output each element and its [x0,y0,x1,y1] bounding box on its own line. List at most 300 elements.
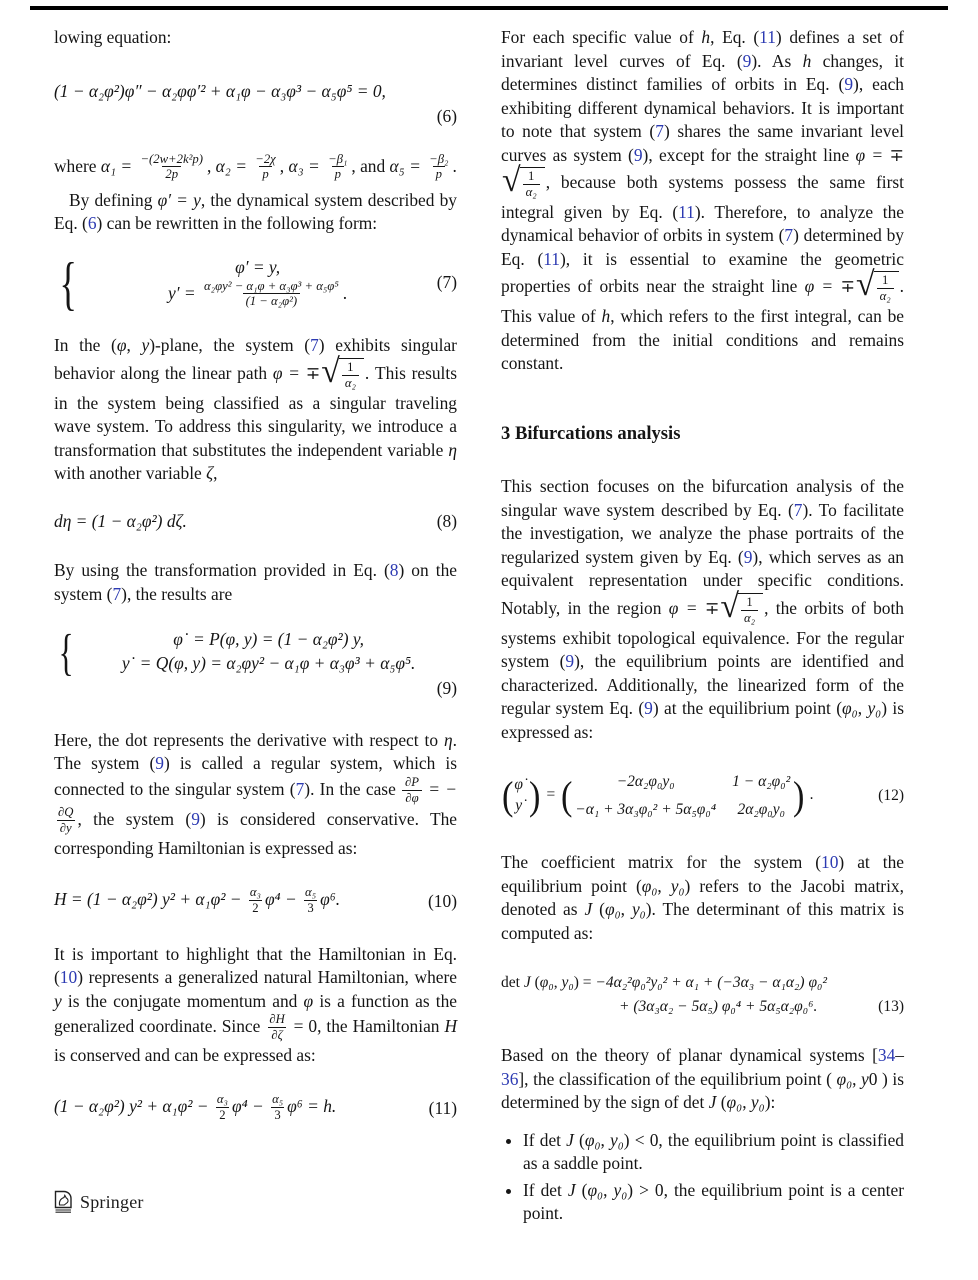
equation [54,510,457,534]
text-run: y [54,990,62,1011]
text-run: ) refers to the Jacobi matrix, denoted as [501,875,904,920]
text-run: , [213,463,218,484]
text-run: 2p [165,167,179,182]
fraction [252,152,279,182]
text-run: p [435,167,442,182]
numerator [302,885,319,900]
text-run: ∂P [405,774,420,789]
radical [502,162,545,201]
text-run: (1 − α₂φ²) y² + α₁φ² − [54,1096,213,1117]
ref-link[interactable]: 10 [821,852,839,873]
text-run: 1 − α₂φ₀² [732,773,791,791]
text-run: , [620,899,632,920]
equation-body [84,256,430,310]
text-run: ) = [573,974,596,992]
paragraph [54,559,457,606]
text-run: If det [523,1179,568,1200]
fraction [402,775,422,805]
text-run: J [708,1092,717,1113]
text-run: φ⁴ − [231,1096,269,1117]
text-run: ) is considered conservative. The corresponding Hamiltonian is expressed as: [54,809,457,858]
numerator [55,805,76,820]
text-run: ) at the equilibrium point ( [501,852,904,896]
fraction [266,1012,287,1042]
text-run: , and [351,155,390,176]
fraction [137,152,206,182]
text-run: ) determined by Eq. ( [501,225,904,269]
ref-link[interactable]: 7 [295,779,305,800]
paragraph [54,189,457,236]
denominator [249,900,261,916]
ref-link[interactable]: 9 [155,753,164,774]
text-run: α₂ [743,610,756,625]
fraction [877,273,894,303]
text-run: α₁ = [100,155,137,176]
text-run: φ₀ [584,1129,601,1150]
text-run: H = (1 − α₂φ²) y² + α₁φ² − [54,889,246,910]
denominator [523,184,540,200]
delimiter: ) [793,772,805,818]
ref-link[interactable]: 9 [743,546,753,567]
text-run: ), the results are [121,583,233,604]
ref-link[interactable]: 9 [644,698,653,719]
text-run: In the ( [54,335,117,356]
text-run: φ⁴ − [264,889,302,910]
text-run: 2α₂φ₀y₀ [737,800,785,818]
equation-line [501,770,872,821]
ref-link[interactable]: 36 [501,1068,519,1089]
text-run: 1 [347,359,354,374]
text-run: y˙ [515,796,528,814]
text-run: ), each exhibiting different dynamical behaviors. It is important to note that system ( [501,74,904,141]
system-brace: { [58,623,74,680]
delimiter: ) [529,772,541,818]
equation-line [54,510,431,534]
text-run: −β₁ [328,151,348,166]
text-run: ), it is essential to examine the geometric properties of orbits near the straight line [501,248,904,297]
text-run: = [541,786,560,804]
equation [54,1093,457,1123]
radical-icon: √ [855,266,875,304]
ref-link[interactable]: 9 [191,809,200,830]
equation-body [54,1093,423,1123]
text-run: α₃ = [288,155,325,176]
equation-row [501,971,904,1018]
text-run: This section focuses on the bifurcation analysis of the singular wave system described by Eq. ( [501,476,904,520]
text-run: ∂H [269,1012,285,1027]
text-run: ). As [751,50,803,71]
paragraph [501,475,904,744]
equation-number: (8) [436,510,457,531]
text-run: η [448,439,457,460]
text-run: ), the equilibrium points are identified and characterized. Additionally, the linearized form of the regular system Eq. ( [501,651,904,719]
text-run: . This results in the system being classified as a singular traveling wave system. To address this singularity, we introduce a transformation that substitutes the independent variable [54,362,457,460]
equation-body [54,80,457,104]
equation [54,80,457,129]
text-run: (1 − α₂φ²)φ″ − α₂φφ′² + α₁φ − α₃φ³ − α₅φ⁵ = 0, [54,80,386,101]
equation-line [80,628,457,652]
fraction [55,805,76,835]
text-run: . [805,786,814,804]
text-run: dη = (1 − α₂φ²) dζ. [54,510,187,531]
numerator [402,775,422,790]
denominator [332,166,344,182]
text-run: = 0, the Hamiltonian [288,1016,445,1037]
paragraph [501,851,904,945]
text-run: α₂ = [215,155,252,176]
denominator [402,790,421,806]
text-run: ) is called a regular system, which is connected to the singular system ( [54,753,457,800]
radicand [520,167,545,200]
equation-number: (12) [878,787,904,805]
paragraph [54,26,457,50]
text-run: ). To facilitate the investigation, we analyze the phase portraits of the regularized system given by Eq. ( [501,499,904,567]
text-run: φ⁶. [320,889,341,910]
text-run: ): [764,1092,776,1113]
text-run: ) > 0, the equilibrium point is a center point. [523,1179,905,1224]
ref-link[interactable]: 9 [633,144,643,165]
matrix-cell [732,798,790,822]
text-run: ( [575,1179,588,1200]
text-run: φ′ = y [157,189,201,210]
text-run: 3 [307,901,314,915]
text-run: φ₀ [842,698,858,719]
publisher-name: Springer [80,1191,144,1212]
matrix-cell [575,798,716,822]
fraction [214,1092,231,1122]
text-run: 3 [274,1107,281,1122]
text-run: φ₀ [726,1092,743,1113]
equation-line [54,1093,423,1123]
ref-link[interactable]: 11 [678,201,695,222]
text-run: By using the transformation provided in Eq. ( [54,560,390,581]
radical [321,352,364,392]
publisher-footer [52,1190,144,1214]
ref-link[interactable]: 11 [759,27,776,47]
text-run: ). In the case [304,779,402,800]
text-run: y₀ [613,1179,628,1200]
text-run: −2α₂φ₀y₀ [616,773,675,791]
fraction [741,595,758,625]
text-run: . [452,155,457,176]
text-run: φ˙ = P(φ, y) = (1 − α₂φ²) y, [173,629,364,650]
equation-body [54,510,431,534]
text-run: y [861,1068,869,1089]
text-run: 3 Bifurcations analysis [501,422,681,444]
equation [54,886,457,916]
ref-link[interactable]: 7 [655,121,664,141]
denominator [342,375,359,391]
ref-link[interactable]: 9 [742,50,752,71]
text-run: ( [592,899,605,920]
equation [54,623,457,701]
numerator [137,152,206,167]
text-run: is a function as the generalized coordinate. Since [54,990,458,1037]
ref-link[interactable]: 9 [844,74,854,94]
text-run: It is important to highlight that the Hamiltonian in Eq. ( [54,943,457,988]
text-run: is the conjugate momentum and [61,990,304,1011]
text-run: , [742,1092,751,1113]
text-run: + (3α₃α₂ − 5α₅) φ₀⁴ + 5α₅α₂φ₀⁶. [619,997,818,1015]
equation-number: (9) [436,678,457,699]
text-run: h [701,27,711,47]
matrix-cell [575,770,716,794]
text-run: By defining [69,189,158,210]
paragraph [501,26,904,376]
denominator [271,1107,283,1123]
text-run: The coefficient matrix for the system ( [501,852,822,873]
numerator [325,152,350,167]
text-run: ∂Q [58,805,74,820]
text-run: ), except for the straight line [642,144,856,165]
fraction [426,152,451,182]
text-run: y′ = [168,282,200,303]
text-run: ) exhibits singular behavior along the linear path [54,335,457,383]
text-run: −β₂ [429,151,449,166]
paragraph [501,1044,904,1115]
text-run: For each specific value of [501,27,702,47]
text-run: φ = ∓ [668,597,720,618]
equation-number: (10) [428,890,457,911]
equation-line [80,652,457,676]
text-run: ∂ζ [271,1027,283,1042]
text-run: – [895,1045,904,1066]
text-run: ) is expressed as: [501,698,904,742]
text-run: , [857,698,868,719]
text-run: is conserved and can be expressed as: [54,1044,316,1065]
denominator [216,1107,228,1123]
denominator [162,166,181,182]
springer-logo-icon [52,1190,73,1214]
denominator [57,820,75,836]
ref-link[interactable]: 6 [87,213,97,234]
ref-link[interactable]: 7 [784,225,794,246]
text-run: φ₀ [539,974,554,992]
text-run: α₂ [879,289,891,304]
equation-row [501,770,904,821]
equation-body [501,971,872,1018]
text-run: p [334,167,341,182]
radicand [339,358,364,391]
text-run: 2 [219,1107,226,1122]
equation-row [54,886,457,916]
text-run: y₀ [670,875,685,896]
equation-line [84,280,430,310]
ref-link[interactable]: 8 [389,560,399,581]
text-run: J [584,899,593,920]
ref-link[interactable]: 7 [310,335,319,356]
numerator [201,279,342,294]
text-run: ( [573,1129,585,1150]
text-run: H [444,1016,457,1037]
fraction [325,152,350,182]
equation-number: (7) [436,272,457,293]
text-run: , [852,1068,862,1089]
text-run: , because both systems possess the same first integral given by Eq. ( [501,171,904,222]
text-run: α₅ [272,1092,284,1107]
equation-row [54,1093,457,1123]
equation-number: (13) [878,997,904,1015]
text-run: , Eq. ( [710,27,760,47]
numerator [247,885,264,900]
text-run: y₀ [610,1129,624,1150]
text-run: α₅ [305,885,317,900]
text-run: ∂φ [405,790,419,805]
text-run: (1 − α₂φ²) [245,294,298,309]
fraction [269,1092,286,1122]
text-run: y [141,335,150,356]
radical [855,266,899,305]
numerator [426,152,451,167]
text-run: ) represents a generalized natural Hamiltonian, where [77,967,457,988]
text-run: φ [303,990,314,1011]
equation-line [501,971,872,995]
numerator [344,360,356,375]
section-heading [501,422,904,446]
text-run: ). The determinant of this matrix is computed as: [501,899,905,943]
text-run: , [603,1179,614,1200]
bullet-item [523,1179,904,1226]
text-run: φ₀ [587,1179,604,1200]
text-run: φ′ = y, [235,257,281,278]
paragraph [54,729,457,860]
text-run: φ⁶ = h. [287,1096,337,1117]
stack [514,775,528,817]
paragraph [54,334,457,485]
text-run: ) defines a set of invariant level curves of Eq. ( [501,27,904,71]
text-run: φ = ∓ [855,144,904,165]
numerator [269,1092,286,1107]
text-run: J [566,1129,574,1150]
left-column [54,26,457,1229]
text-run: 0 ) is determined by the sign of det [501,1068,904,1113]
text-run: ) on the system ( [54,560,457,604]
text-run: . This value of [501,276,905,327]
equation-line [54,886,422,916]
text-run: ) shares the same invariant level curves as system ( [501,121,904,165]
ref-link[interactable]: 9 [565,651,575,672]
text-run: α₂φy² − α₁φ + α₃φ³ + α₅φ⁵ [204,278,339,293]
text-run: , which refers to the first integral, can be determined from the initial conditions and remains constant. [501,306,904,374]
ref-link[interactable]: 11 [543,248,560,269]
text-run: 1 [746,594,753,609]
text-run: ζ [206,463,214,484]
text-run: J [567,1179,576,1200]
ref-link[interactable]: 7 [793,499,803,520]
text-run: −(2w+2k²p) [140,151,203,166]
text-run: 2 [252,901,259,915]
numerator [214,1092,231,1107]
ref-link[interactable]: 7 [112,583,122,604]
equation-row [54,249,457,316]
top-rule [30,6,948,10]
stack-line [515,796,527,817]
text-run: Here, the dot represents the derivative with respect to [54,729,444,750]
text-run: φ₀ [604,899,621,920]
delimiter: ( [560,772,573,818]
text-run: ), which serves as an equivalent representation under specific conditions. Notably, in the region [501,546,904,618]
text-run: y₀ [631,899,646,920]
equation-line [501,995,872,1019]
bullet-list [501,1129,904,1226]
text-run: φ = ∓ [804,276,855,297]
denominator [877,288,894,304]
numerator [266,1012,287,1027]
text-run: ( [716,1092,727,1113]
text-run: α₂ [344,375,356,390]
matrix-cell [732,770,790,794]
radical-icon: √ [720,587,739,625]
denominator [268,1027,285,1043]
text-run: η [444,729,453,750]
radical [720,587,763,627]
fraction [302,885,319,915]
equation-line [84,256,430,280]
text-run: , [553,974,562,992]
equation-body [80,628,457,675]
text-run: , the orbits of both systems exhibit topological equivalence. For the regular system ( [501,597,904,672]
text-run: φ₀ [836,1068,853,1089]
text-run: . [342,282,348,303]
text-run: y₀ [867,698,882,719]
text-run: −4α₂²φ₀²y₀² + α₁ + (−3α₃ − α₁α₂) φ₀² [595,974,828,992]
text-run: α₂ [525,184,537,199]
ref-link[interactable]: 10 [59,967,78,988]
text-run: lowing equation: [54,27,172,47]
text-run: φ₀ [641,875,658,896]
equation-body [54,886,422,916]
text-run: changes, it determines distinct families of orbits in Eq. ( [501,50,904,94]
text-run: . The system ( [54,729,457,774]
equation [501,770,904,821]
text-run: with another variable [54,463,207,484]
text-run: 1 [881,273,889,288]
fraction [247,885,264,915]
text-run: ∂y [59,821,72,836]
text-run: −2χ [255,151,276,166]
text-run: y₀ [750,1092,765,1113]
text-run: , [126,335,142,356]
text-run: Based on the theory of planar dynamical systems [ [501,1045,878,1066]
text-run: ) < 0, the equilibrium point is classified as a saddle point. [523,1129,904,1174]
text-run: ). Therefore, to analyze the dynamical behavior of orbits in system ( [501,201,904,246]
equation-number: (11) [428,1097,457,1118]
equation-line [54,80,457,104]
text-run: p [262,167,269,182]
text-run: , [279,155,289,176]
text-run: where [54,155,101,176]
ref-link[interactable]: 34 [877,1045,896,1066]
text-run: , [657,875,671,896]
text-run: J [523,974,531,992]
radical-icon: √ [321,352,340,390]
text-run: , [206,155,216,176]
text-run: φ = ∓ [272,362,321,383]
equation-number-row [54,105,457,129]
text-run: φ˙ [514,775,529,793]
text-run: 1 [527,169,535,183]
fraction [523,169,540,199]
text-run: y˙ = Q(φ, y) = α₂φy² − α₁φ + α₃φ³ + α₅φ⁵. [121,652,416,673]
text-run: h [601,306,611,327]
text-run: ) can be rewritten in the following form: [96,213,378,234]
text-run: ) at the equilibrium point ( [652,698,843,719]
two-column-content [54,26,904,1229]
numerator [879,273,891,288]
system-brace: { [59,249,78,316]
text-run: y₀ [561,974,574,992]
text-run: φ [116,335,127,356]
